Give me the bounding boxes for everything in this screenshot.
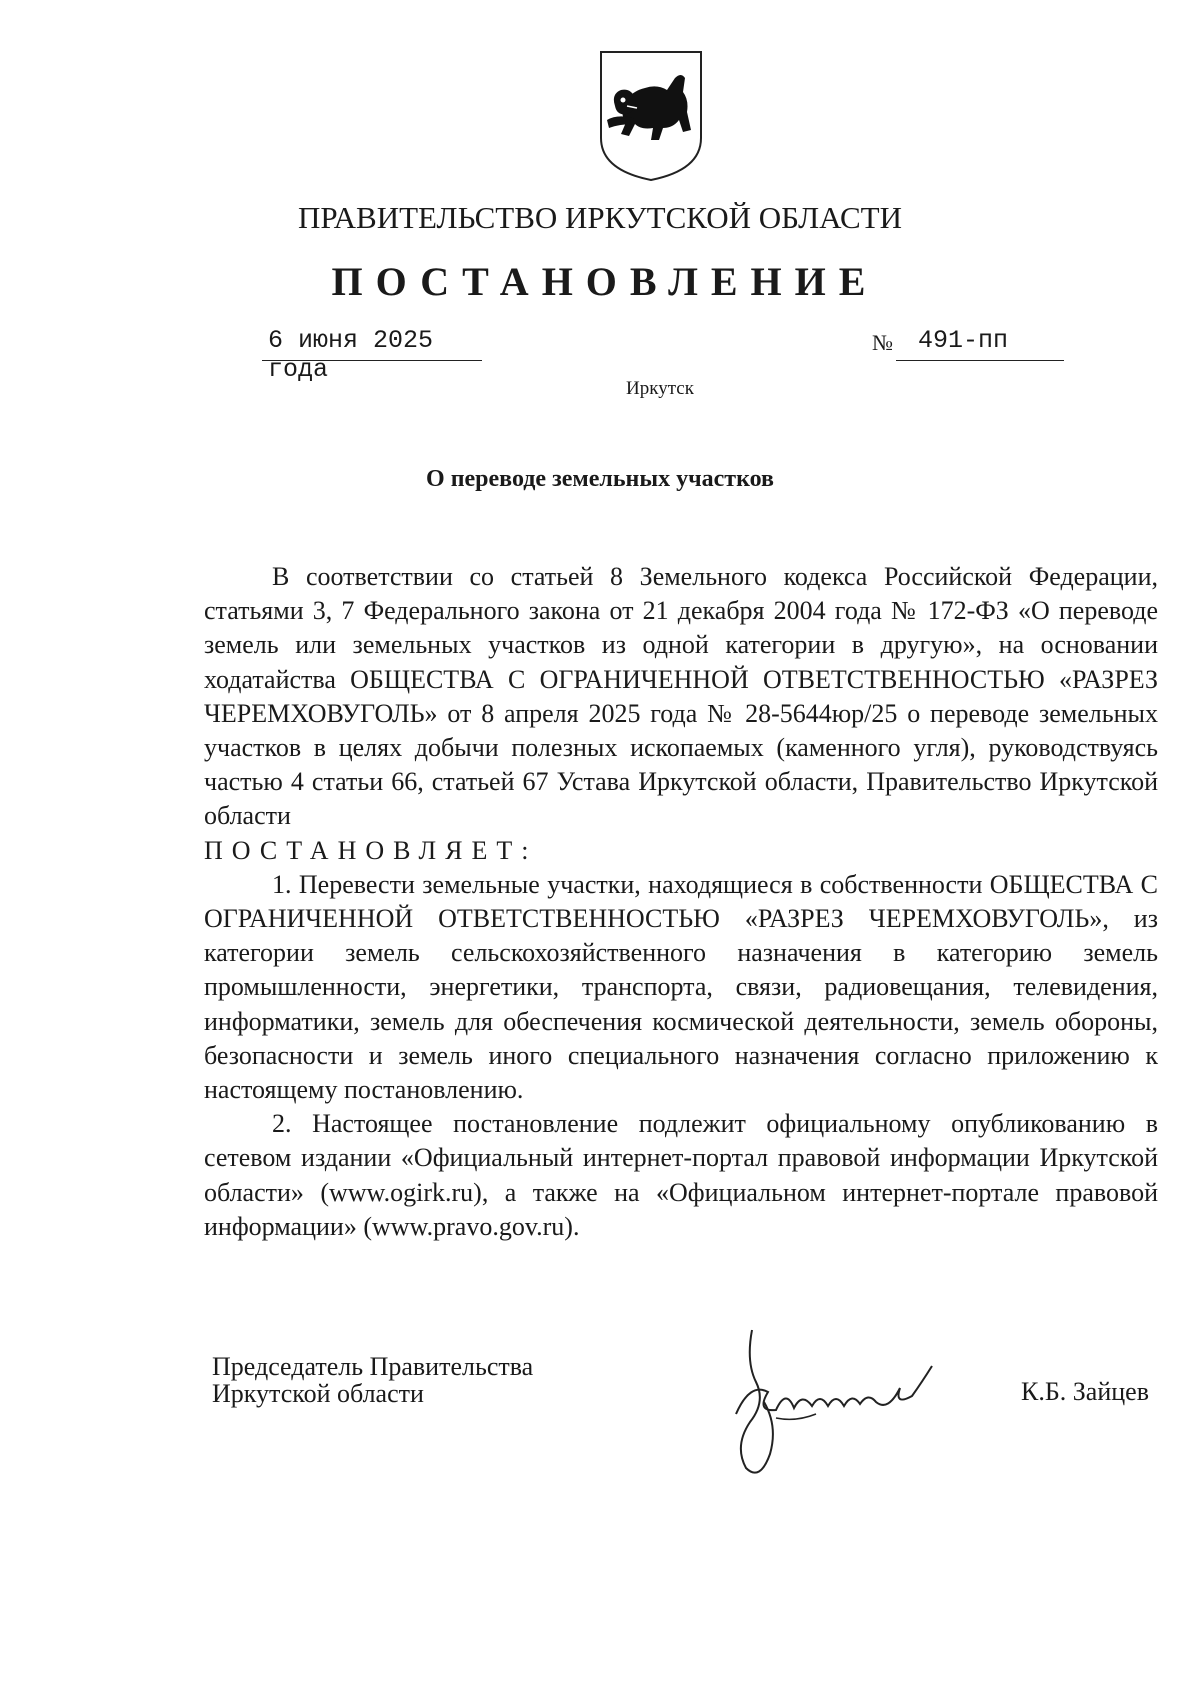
irkutsk-coat-of-arms-icon [597,48,705,184]
number-field [896,326,1064,361]
signer-name: К.Б. Зайцев [1021,1377,1149,1406]
handwritten-signature-icon [716,1322,956,1480]
preamble-paragraph: В соответствии со статьей 8 Земельного кодекса Российской Федерации, статьями 3, 7 Федерального закона от 21 декабря 2004 года № 172-ФЗ «О переводе земель или земельных участков из одной категории в другую», на основании ходатайства ОБЩЕСТВА С ОГРАНИЧЕННОЙ ОТВЕТСТВЕННОСТЬЮ «РАЗРЕЗ ЧЕРЕМХОВУГОЛЬ» от 8 апреля 2025 года № 28-5644юр/25 о переводе земельных участков в целях добычи полезных ископаемых (каменного угля), руководствуясь частью 4 статьи 66, статьей 67 Устава Иркутской области, Правительство Иркутской области [204,562,1158,831]
document-title: О переводе земельных участков [426,466,774,492]
item-1-paragraph: 1. Перевести земельные участки, находящиеся в собственности ОБЩЕСТВА С ОГРАНИЧЕННОЙ ОТВЕТСТВЕННОСТЬЮ «РАЗРЕЗ ЧЕРЕМХОВУГОЛЬ», из категории земель сельскохозяйственного назначения в категорию земель промышленности, энергетики, транспорта, связи, радиовещания, телевидения, информатики, земель для обеспечения космической деятельности, земель обороны, безопасности и земель иного специального назначения согласно приложению к настоящему постановлению. [204,869,1158,1105]
document-date: 6 июня 2025 года [268,326,434,384]
decree-word: ПОСТАНОВЛЯЕТ: [204,835,538,865]
authority-name: ПРАВИТЕЛЬСТВО ИРКУТСКОЙ ОБЛАСТИ [297,200,902,235]
city: Иркутск [626,378,694,399]
item-2-paragraph: 2. Настоящее постановление подлежит официальному опубликованию в сетевом издании «Официальный интернет-портал правовой информации Иркутской области» (www.ogirk.ru), а также на «Официальном интернет-портале правовой информации» (www.pravo.gov.ru). [204,1109,1158,1241]
signer-position-line-1: Председатель Правительства [212,1352,534,1381]
document-number: 491-пп [918,326,1009,355]
signer-position [212,1353,533,1407]
date-field [262,326,482,384]
number-label: № [872,330,893,355]
signer-position-line-2: Иркутской области [212,1379,424,1408]
document-body [204,560,1158,1244]
document-type: ПОСТАНОВЛЕНИЕ [331,259,879,304]
